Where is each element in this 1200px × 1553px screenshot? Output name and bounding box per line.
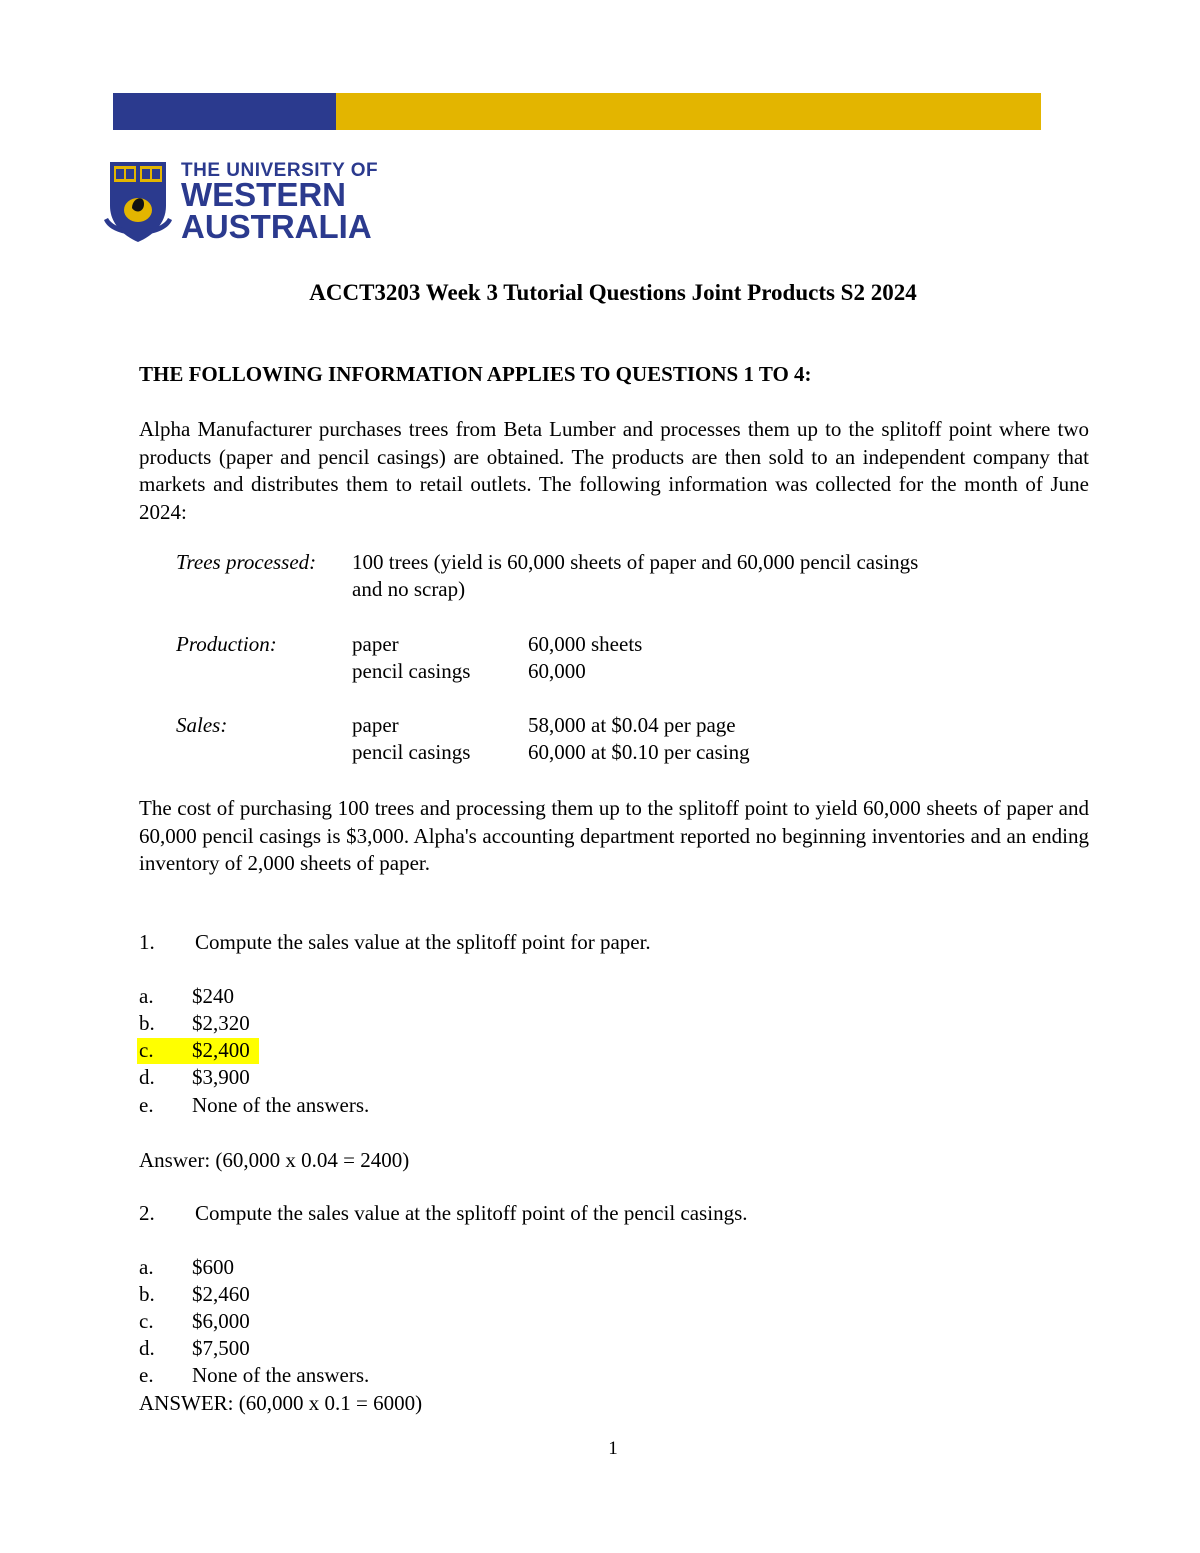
option-value: $2,400 [192, 1038, 250, 1062]
university-crest-icon [102, 158, 174, 246]
option-value: $3,900 [192, 1065, 250, 1089]
option-letter: d. [139, 1336, 155, 1360]
production-value: 60,000 sheets [528, 632, 643, 656]
option-letter: e. [139, 1093, 154, 1117]
sales-item: paper [352, 713, 399, 737]
cost-paragraph: The cost of purchasing 100 trees and processing them up to the splitoff point to yield 60,000 sheets of paper and 60,000 pencil casings is $3,000. Alpha's accounting department reported no beginning inventories and an ending inventory of 2,000 sheets of paper. [139, 796, 1089, 875]
logo-line-3: AUSTRALIA [181, 208, 372, 245]
option-value: $2,320 [192, 1011, 250, 1035]
info-heading: THE FOLLOWING INFORMATION APPLIES TO QUESTIONS 1 TO 4: [139, 362, 812, 386]
option-letter: b. [139, 1011, 155, 1035]
option-letter: a. [139, 1255, 154, 1279]
sales-value: 58,000 at $0.04 per page [528, 713, 736, 737]
production-label: Production: [176, 632, 277, 656]
header-bar-blue [113, 93, 336, 130]
option-value: None of the answers. [192, 1363, 370, 1387]
question-number: 1. [139, 930, 155, 954]
option-value: $7,500 [192, 1336, 250, 1360]
option-letter: c. [139, 1309, 154, 1333]
option-value: $600 [192, 1255, 234, 1279]
sales-label: Sales: [176, 713, 228, 737]
production-item: pencil casings [352, 659, 471, 683]
trees-label: Trees processed: [176, 550, 317, 574]
logo-line-2: WESTERN [181, 176, 346, 213]
production-item: paper [352, 632, 399, 656]
option-letter: b. [139, 1282, 155, 1306]
option-letter: d. [139, 1065, 155, 1089]
option-value: $240 [192, 984, 234, 1008]
trees-value-line-2: and no scrap) [352, 577, 466, 601]
answer-text: Answer: (60,000 x 0.04 = 2400) [139, 1148, 410, 1172]
option-letter: c. [139, 1038, 154, 1062]
sales-item: pencil casings [352, 740, 471, 764]
option-letter: e. [139, 1363, 154, 1387]
header-bar-gold [336, 93, 1041, 130]
option-value: $2,460 [192, 1282, 250, 1306]
option-value: $6,000 [192, 1309, 250, 1333]
page-title: ACCT3203 Week 3 Tutorial Questions Joint Products S2 2024 [309, 280, 917, 305]
option-letter: a. [139, 984, 154, 1008]
answer-text: ANSWER: (60,000 x 0.1 = 6000) [139, 1391, 423, 1415]
production-value: 60,000 [528, 659, 586, 683]
question-text: Compute the sales value at the splitoff point of the pencil casings. [195, 1201, 748, 1225]
trees-value-line-1: 100 trees (yield is 60,000 sheets of paper and 60,000 pencil casings [352, 550, 919, 574]
page-number: 1 [608, 1438, 618, 1459]
intro-paragraph: Alpha Manufacturer purchases trees from Beta Lumber and processes them up to the splitoff point where two products (paper and pencil casings) are obtained. The products are then sold to an independent company that markets and distributes them to retail outlets. The following information was collected for the month of June 2024: [139, 417, 1089, 524]
sales-value: 60,000 at $0.10 per casing [528, 740, 750, 764]
logo-line-1: THE UNIVERSITY OF [181, 160, 379, 181]
option-value: None of the answers. [192, 1093, 370, 1117]
question-text: Compute the sales value at the splitoff point for paper. [195, 930, 651, 954]
question-number: 2. [139, 1201, 155, 1225]
